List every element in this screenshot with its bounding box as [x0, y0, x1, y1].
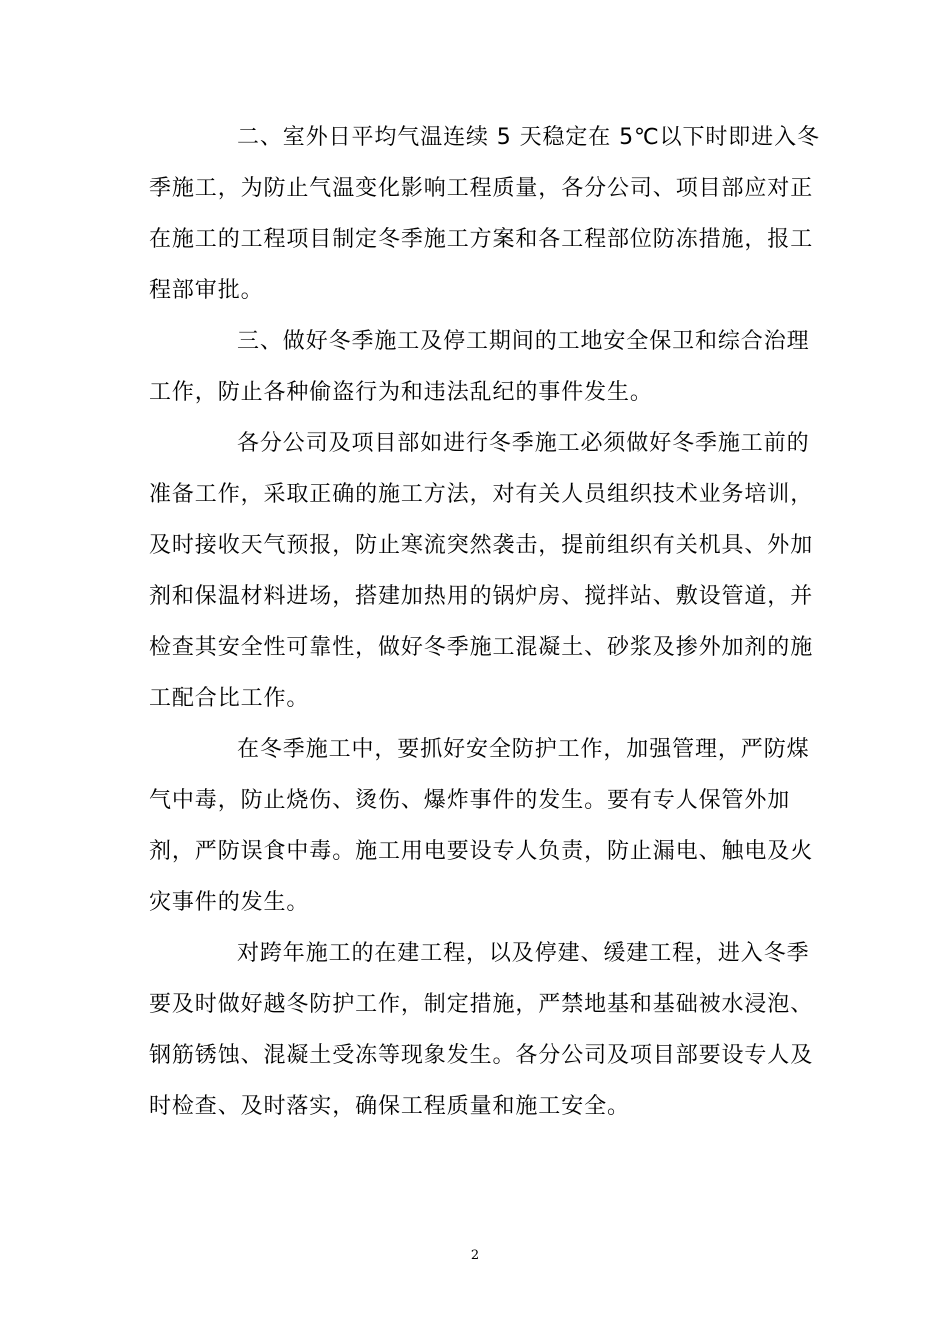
document-body [149, 112, 820, 1132]
paragraph-winter-construction-start [149, 112, 820, 316]
text-line: 各分公司及项目部如进行冬季施工必须做好冬季施工前的 [237, 431, 810, 456]
text-line: 对跨年施工的在建工程，以及停建、缓建工程，进入冬季 [237, 941, 810, 966]
text-line: 程部审批。 [149, 278, 264, 303]
text-line: 三、做好冬季施工及停工期间的工地安全保卫和综合治理 [237, 329, 810, 354]
paragraph-preparation-work [149, 418, 814, 724]
text-line: 工作，防止各种偷盗行为和违法乱纪的事件发生。 [149, 380, 653, 405]
paragraph-overwinter-protection [149, 928, 814, 1132]
text-line: 及时接收天气预报，防止寒流突然袭击，提前组织有关机具、外加 [149, 533, 814, 558]
text-line: 要及时做好越冬防护工作，制定措施，严禁地基和基础被水浸泡、 [149, 992, 814, 1017]
paragraph-site-security [149, 316, 810, 418]
text-line: 剂，严防误食中毒。施工用电要设专人负责，防止漏电、触电及火 [149, 839, 814, 864]
text-line: 二、室外日平均气温连续 5 天稳定在 5℃以下时即进入冬 [237, 125, 820, 150]
text-line: 钢筋锈蚀、混凝土受冻等现象发生。各分公司及项目部要设专人及 [149, 1043, 814, 1068]
text-line: 在冬季施工中，要抓好安全防护工作，加强管理，严防煤 [237, 737, 810, 762]
text-line: 季施工，为防止气温变化影响工程质量，各分公司、项目部应对正 [149, 176, 814, 201]
text-line: 剂和保温材料进场，搭建加热用的锅炉房、搅拌站、敷设管道，并 [149, 584, 814, 609]
text-line: 在施工的工程项目制定冬季施工方案和各工程部位防冻措施，报工 [149, 227, 814, 252]
paragraph-safety-protection [149, 724, 814, 928]
text-line: 检查其安全性可靠性，做好冬季施工混凝土、砂浆及掺外加剂的施 [149, 635, 814, 660]
text-line: 气中毒，防止烧伤、烫伤、爆炸事件的发生。要有专人保管外加 [149, 788, 791, 813]
text-line: 时检查、及时落实，确保工程质量和施工安全。 [149, 1094, 630, 1119]
text-line: 准备工作，采取正确的施工方法，对有关人员组织技术业务培训， [149, 482, 814, 507]
text-line: 工配合比工作。 [149, 686, 310, 711]
text-line: 灾事件的发生。 [149, 890, 310, 915]
page-number: 2 [470, 1248, 480, 1263]
